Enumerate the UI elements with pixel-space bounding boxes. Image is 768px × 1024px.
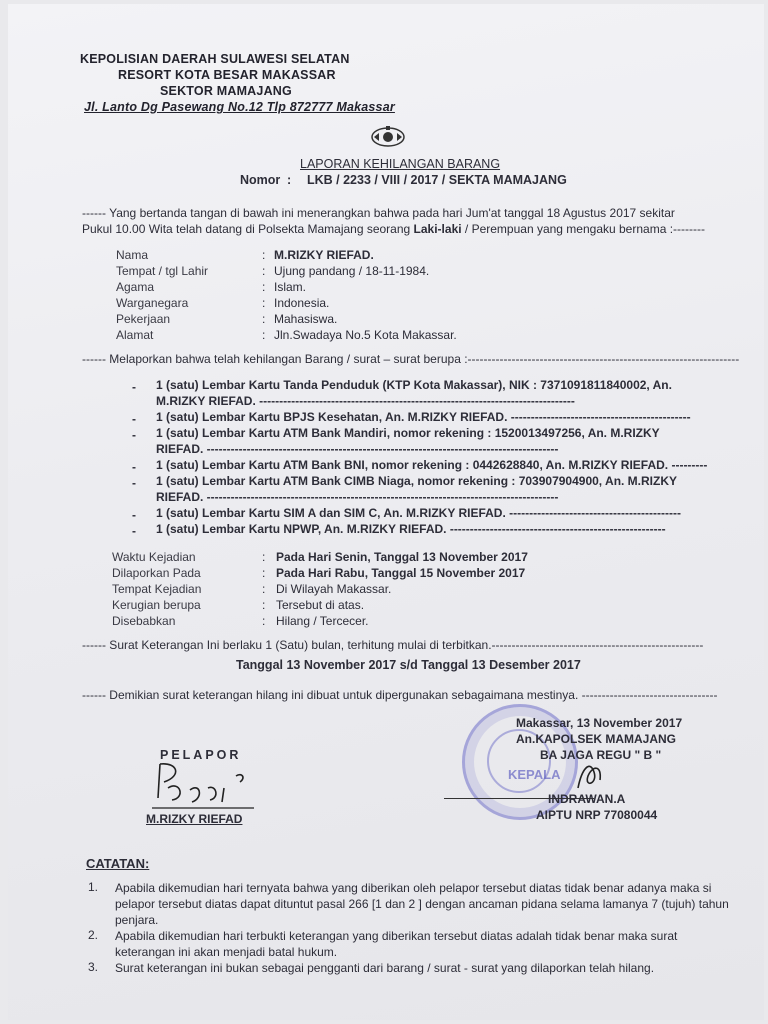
incident-colon: : (262, 566, 266, 580)
bullet: - (132, 476, 136, 490)
nomor-value: LKB / 2233 / VIII / 2017 / SEKTA MAMAJANG (307, 173, 567, 187)
incident-colon: : (262, 550, 266, 564)
incident-value: Tersebut di atas. (276, 598, 365, 612)
identity-label: Pekerjaan (116, 312, 171, 326)
identity-colon: : (262, 248, 266, 262)
nomor-colon: : (287, 173, 292, 187)
note-number: 2. (88, 928, 99, 942)
intro-text-end: / Perempuan yang mengaku bernama :-------- (461, 222, 706, 236)
place-date: Makassar, 13 November 2017 (516, 716, 683, 730)
list-item-cont: M.RIZKY RIEFAD. ------------------------------------------------------------------------------- (156, 394, 575, 408)
note-text: Apabila dikemudian hari ternyata bahwa yang diberikan oleh pelapor tersebut diatas tidak benar adanya maka si pelapor tersebut diatas dapat dituntut pasal 266 [1 dan 2 ] dengan ancaman pidana selama lamanya 7 (tujuh) tahun penjara. (115, 881, 729, 927)
incident-value: Pada Hari Senin, Tanggal 13 November 2017 (276, 550, 528, 564)
pelapor-signature-icon (150, 758, 260, 819)
identity-value: Ujung pandang / 18-11-1984. (274, 264, 430, 278)
pelapor-label: PELAPOR (160, 748, 242, 762)
pelapor-name: M.RIZKY RIEFAD (146, 812, 243, 826)
list-item: 1 (satu) Lembar Kartu ATM Bank BNI, nomor rekening : 0442628840, An. M.RIZKY RIEFAD. --------- (156, 458, 708, 472)
intro-line-2 (82, 222, 705, 236)
closing-text: ------ Demikian surat keterangan hilang ini dibuat untuk dipergunakan sebagaimana mestinya. ---------------------------------- (82, 688, 718, 702)
incident-value: Hilang / Tercecer. (276, 614, 369, 628)
note-text: Apabila dikemudian hari terbukti keterangan yang diberikan tersebut diatas adalah tidak benar maka surat keterangan ini akan menjadi batal hukum. (115, 929, 678, 959)
officer-rank: AIPTU NRP 77080044 (536, 808, 658, 822)
identity-colon: : (262, 296, 266, 310)
list-item-cont: RIEFAD. ---------------------------------------------------------------------------------------- (156, 442, 559, 456)
validity-text: ------ Surat Keterangan Ini berlaku 1 (Satu) bulan, terhitung mulai di terbitkan.----------------------------------------------------- (82, 638, 704, 652)
note-number: 3. (88, 960, 99, 974)
list-item: 1 (satu) Lembar Kartu BPJS Kesehatan, An. M.RIZKY RIEFAD. --------------------------------------------- (156, 410, 691, 424)
identity-label: Warganegara (116, 296, 189, 310)
identity-label: Agama (116, 280, 155, 294)
identity-value: Indonesia. (274, 296, 330, 310)
identity-value: Jln.Swadaya No.5 Kota Makassar. (274, 328, 457, 342)
intro-text: Pukul 10.00 Wita telah datang di Polsekta Mamajang seorang (82, 222, 414, 236)
intro-line-1: ------ Yang bertanda tangan di bawah ini menerangkan bahwa pada hari Jum'at tanggal 18 Agustus 2017 sekitar (82, 206, 675, 220)
police-emblem-icon (370, 124, 406, 153)
note-text: Surat keterangan ini bukan sebagai pengganti dari barang / surat - surat yang dilaporkan telah hilang. (115, 961, 655, 975)
identity-value: Mahasiswa. (274, 312, 338, 326)
identity-label: Nama (116, 248, 149, 262)
header-line-2: RESORT KOTA BESAR MAKASSAR (118, 68, 336, 82)
identity-value: Islam. (274, 280, 307, 294)
list-item: 1 (satu) Lembar Kartu ATM Bank CIMB Niaga, nomor rekening : 703907904900, An. M.RIZKY (156, 474, 678, 488)
officer-line-2: BA JAGA REGU " B " (540, 748, 662, 762)
incident-label: Tempat Kejadian (112, 582, 202, 596)
list-item: 1 (satu) Lembar Kartu Tanda Penduduk (KTP Kota Makassar), NIK : 7371091811840002, An. (156, 378, 672, 392)
incident-colon: : (262, 598, 266, 612)
incident-colon: : (262, 582, 266, 596)
identity-label: Alamat (116, 328, 154, 342)
bullet: - (132, 428, 136, 442)
list-item: 1 (satu) Lembar Kartu SIM A dan SIM C, An. M.RIZKY RIEFAD. ------------------------------------------- (156, 506, 681, 520)
bullet: - (132, 524, 136, 538)
list-item: 1 (satu) Lembar Kartu ATM Bank Mandiri, nomor rekening : 1520013497256, An. M.RIZKY (156, 426, 660, 440)
bullet: - (132, 508, 136, 522)
incident-value: Pada Hari Rabu, Tanggal 15 November 2017 (276, 566, 526, 580)
identity-value: M.RIZKY RIEFAD. (274, 248, 374, 262)
list-item: 1 (satu) Lembar Kartu NPWP, An. M.RIZKY RIEFAD. ------------------------------------------------------ (156, 522, 666, 536)
identity-label: Tempat / tgl Lahir (116, 264, 209, 278)
header-address: Jl. Lanto Dg Pasewang No.12 Tlp 872777 Makassar (84, 100, 395, 114)
officer-name: INDRAWAN.A (548, 792, 626, 806)
gender-male: Laki-laki (413, 222, 462, 236)
header-line-3: SEKTOR MAMAJANG (160, 84, 292, 98)
incident-label: Waktu Kejadian (112, 550, 196, 564)
report-title: LAPORAN KEHILANGAN BARANG (300, 157, 501, 171)
nomor-label: Nomor (240, 173, 281, 187)
bullet: - (132, 460, 136, 474)
identity-colon: : (262, 264, 266, 278)
stamp-text: KEPALA (508, 767, 561, 782)
notes-title: CATATAN: (86, 856, 150, 871)
identity-colon: : (262, 280, 266, 294)
incident-label: Disebabkan (112, 614, 176, 628)
bullet: - (132, 412, 136, 426)
officer-line-1: An.KAPOLSEK MAMAJANG (516, 732, 677, 746)
incident-colon: : (262, 614, 266, 628)
report-intro: ------ Melaporkan bahwa telah kehilangan Barang / surat – surat berupa :-------------------------------------------------------------------- (82, 352, 740, 366)
identity-colon: : (262, 328, 266, 342)
list-item-cont: RIEFAD. ---------------------------------------------------------------------------------------- (156, 490, 559, 504)
header-line-1: KEPOLISIAN DAERAH SULAWESI SELATAN (80, 52, 350, 66)
incident-value: Di Wilayah Makassar. (276, 582, 392, 596)
incident-label: Kerugian berupa (112, 598, 201, 612)
validity-range: Tanggal 13 November 2017 s/d Tanggal 13 Desember 2017 (236, 658, 581, 672)
identity-colon: : (262, 312, 266, 326)
incident-label: Dilaporkan Pada (112, 566, 201, 580)
note-number: 1. (88, 880, 99, 894)
bullet: - (132, 380, 136, 394)
